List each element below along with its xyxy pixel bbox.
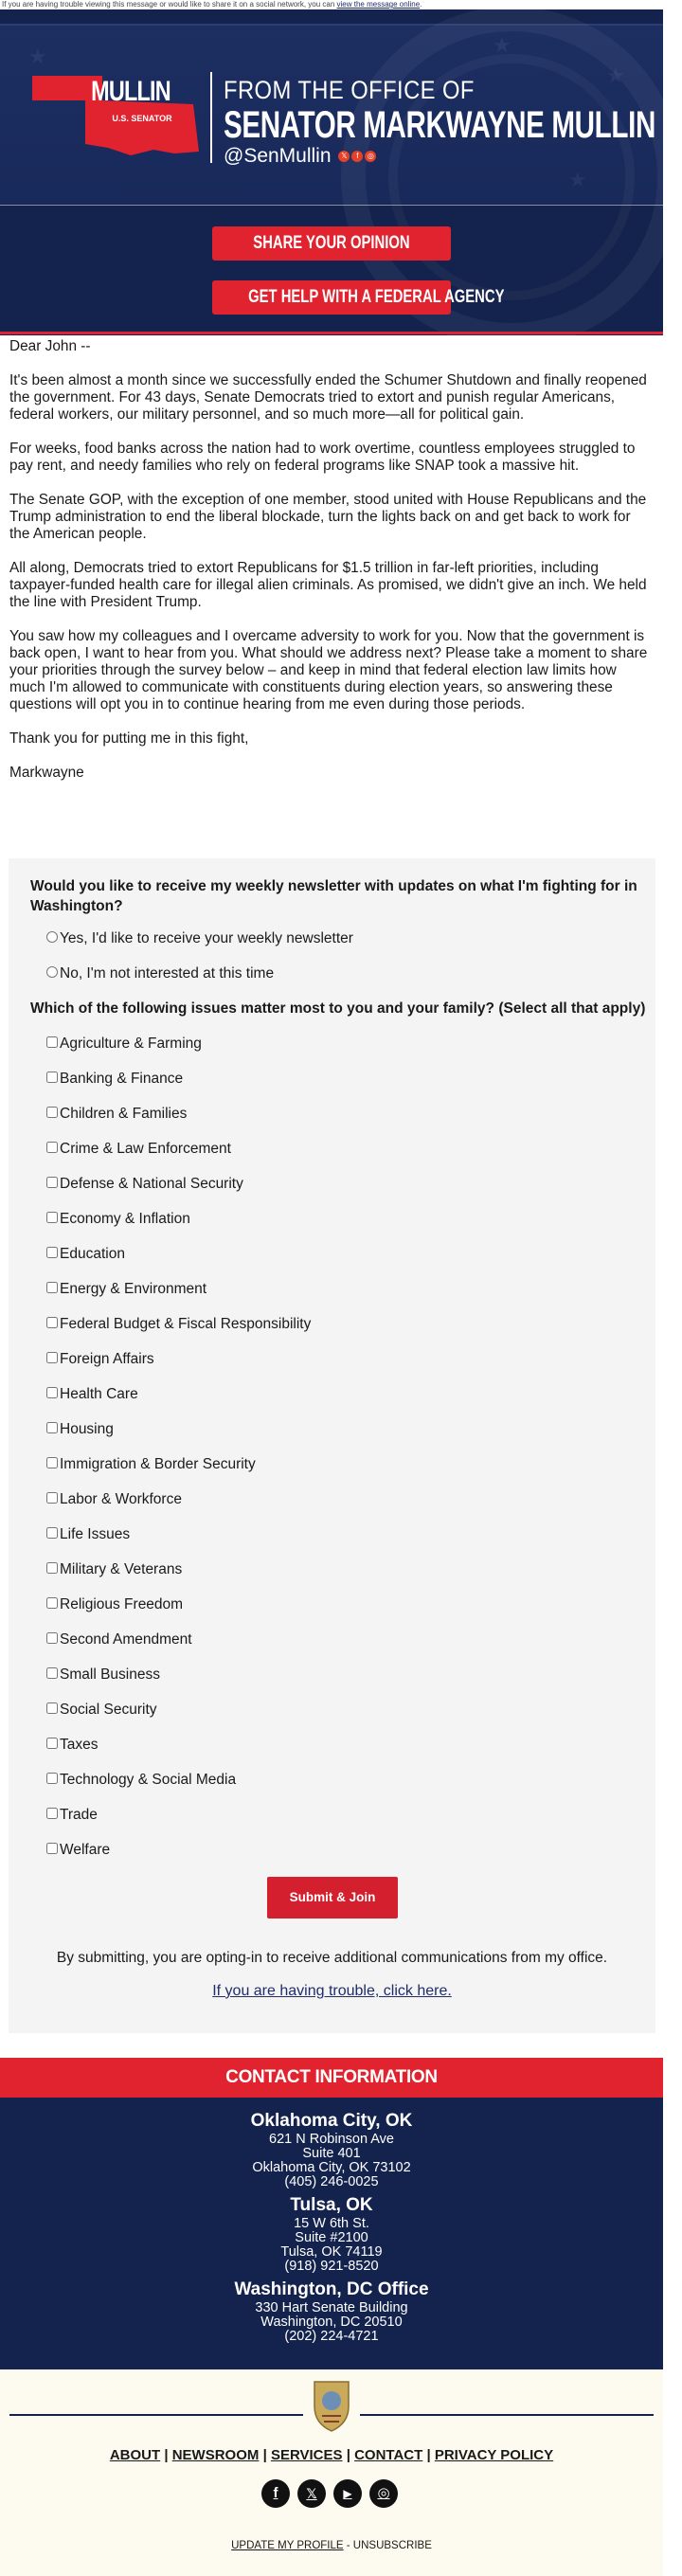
issue-option[interactable] <box>46 1525 130 1544</box>
issue-label: Trade <box>60 1807 98 1823</box>
office-address-line: 621 N Robinson Ave <box>269 2132 394 2147</box>
issue-label: Taxes <box>60 1737 99 1753</box>
share-opinion-button[interactable] <box>212 226 451 261</box>
issue-option[interactable] <box>46 1455 256 1474</box>
office-city: Tulsa, OK <box>290 2195 373 2215</box>
office-address-line: 15 W 6th St. <box>294 2216 369 2231</box>
link-separator: | <box>262 2447 267 2463</box>
issue-option[interactable] <box>46 1595 183 1614</box>
issue-label: Children & Families <box>60 1106 188 1122</box>
issue-option[interactable] <box>46 1350 154 1369</box>
trouble-link[interactable]: If you are having trouble, click here. <box>212 1983 452 1999</box>
office-phone: (405) 246-0025 <box>284 2174 379 2189</box>
x-icon[interactable]: 𝕏 <box>297 2479 326 2508</box>
issue-checkbox[interactable] <box>46 1808 58 1819</box>
issue-checkbox[interactable] <box>46 1702 58 1714</box>
issue-label: Immigration & Border Security <box>60 1456 256 1472</box>
issue-option[interactable] <box>46 1841 110 1860</box>
issue-label: Foreign Affairs <box>60 1351 154 1367</box>
issue-checkbox[interactable] <box>46 1212 58 1223</box>
issue-option[interactable] <box>46 1385 138 1404</box>
issue-label: Small Business <box>60 1666 160 1683</box>
issue-label: Banking & Finance <box>60 1071 184 1087</box>
issue-label: Labor & Workforce <box>60 1491 182 1507</box>
issue-label: Economy & Inflation <box>60 1211 190 1227</box>
newsletter-yes-radio[interactable] <box>46 931 58 943</box>
issue-label: Second Amendment <box>60 1631 192 1648</box>
issue-label: Crime & Law Enforcement <box>60 1141 231 1157</box>
header-red-stripe <box>0 332 663 334</box>
newsletter-yes-label: Yes, I'd like to receive your weekly newsletter <box>60 930 353 946</box>
letter-paragraph: Thank you for putting me in this fight, <box>9 730 249 747</box>
issue-checkbox[interactable] <box>46 1562 58 1574</box>
newsletter-yes-option[interactable] <box>46 929 353 948</box>
header-handle <box>224 145 376 168</box>
office-address-line: Washington, DC 20510 <box>260 2315 403 2330</box>
office-city: Oklahoma City, OK <box>250 2111 413 2131</box>
issue-option[interactable] <box>46 1771 236 1790</box>
issue-label: Defense & National Security <box>60 1176 243 1192</box>
footer-divider <box>9 2414 303 2416</box>
issue-label: Technology & Social Media <box>60 1772 237 1788</box>
header-banner <box>0 24 663 204</box>
issue-checkbox[interactable] <box>46 1352 58 1363</box>
services-link[interactable]: SERVICES <box>270 2447 343 2463</box>
link-separator: | <box>346 2447 350 2463</box>
header-office-line: FROM THE OFFICE OF <box>224 76 475 104</box>
unsubscribe-link[interactable]: UNSUBSCRIBE <box>352 2540 432 2551</box>
facebook-icon[interactable]: f <box>351 151 363 162</box>
link-separator: | <box>164 2447 169 2463</box>
issue-checkbox[interactable] <box>46 1282 58 1293</box>
update-profile-link[interactable]: UPDATE MY PROFILE <box>231 2540 344 2551</box>
contact-heading: CONTACT INFORMATION <box>0 2058 663 2098</box>
issue-checkbox[interactable] <box>46 1072 58 1083</box>
privacy-policy-link[interactable]: PRIVACY POLICY <box>434 2447 554 2463</box>
issue-checkbox[interactable] <box>46 1527 58 1539</box>
contact-info <box>0 2098 663 2369</box>
issue-option[interactable] <box>46 1630 192 1649</box>
opt-in-note: By submitting, you are opting-in to receive additional communications from my office. <box>56 1950 608 1966</box>
newsletter-question: Would you like to receive my weekly newsletter with updates on what I'm fighting for in Washington? <box>30 878 637 914</box>
issue-checkbox[interactable] <box>46 1177 58 1188</box>
issue-option[interactable] <box>46 1806 98 1825</box>
issue-label: Energy & Environment <box>60 1281 207 1297</box>
footer-divider <box>360 2414 654 2416</box>
office-city: Washington, DC Office <box>234 2279 429 2299</box>
issue-checkbox[interactable] <box>46 1492 58 1504</box>
office-address-line: Suite #2100 <box>295 2230 368 2245</box>
preheader <box>0 0 663 9</box>
footer-social-icons <box>261 2479 402 2510</box>
office-address-line: 330 Hart Senate Building <box>255 2300 408 2315</box>
issue-label: Federal Budget & Fiscal Responsibility <box>60 1316 312 1332</box>
office-phone: (918) 921-8520 <box>284 2259 379 2274</box>
newsletter-no-radio[interactable] <box>46 966 58 978</box>
issue-option[interactable] <box>46 1701 157 1720</box>
issue-checkbox[interactable] <box>46 1387 58 1398</box>
youtube-icon[interactable]: ▶ <box>333 2479 362 2508</box>
star-icon: ★ <box>606 63 625 87</box>
issue-label: Welfare <box>60 1842 111 1858</box>
issue-checkbox[interactable] <box>46 1142 58 1153</box>
logo-subtitle: U.S. SENATOR <box>112 114 172 123</box>
federal-agency-help-button[interactable] <box>212 280 505 315</box>
issue-option[interactable] <box>46 1315 311 1334</box>
footer-links <box>0 2447 663 2463</box>
facebook-icon[interactable]: f <box>261 2479 290 2508</box>
trouble-line <box>9 1982 655 2001</box>
issue-label: Education <box>60 1246 125 1262</box>
submit-join-button[interactable]: Submit & Join <box>267 1877 398 1918</box>
link-separator: | <box>426 2447 431 2463</box>
preheader-end: . <box>420 0 422 9</box>
star-icon: ★ <box>493 33 512 57</box>
instagram-icon[interactable]: ◎ <box>365 151 376 162</box>
letter-body <box>9 338 654 799</box>
letter-paragraph: All along, Democrats tried to extort Republicans for $1.5 trillion in far-left priorities, including taxpayer-funded health care for illegal alien criminals. As promised, we didn't give an inch. We held the line with President Trump. <box>9 560 647 610</box>
issue-checkbox[interactable] <box>46 1597 58 1609</box>
header-senator-name: SENATOR MARKWAYNE MULLIN <box>224 104 655 146</box>
issue-checkbox[interactable] <box>46 1773 58 1784</box>
issue-label: Health Care <box>60 1386 138 1402</box>
footer-bottom <box>0 2540 663 2551</box>
issue-option[interactable] <box>46 1035 202 1054</box>
issue-checkbox[interactable] <box>46 1247 58 1258</box>
issue-option[interactable] <box>46 1175 243 1194</box>
x-icon[interactable]: 𝕏 <box>338 151 350 162</box>
letter-paragraph: For weeks, food banks across the nation had to work overtime, countless employees struggled to pay rent, and needy families who rely on federal programs like SNAP took a massive hit. <box>9 441 636 474</box>
issue-option[interactable] <box>46 1666 160 1684</box>
issue-option[interactable] <box>46 1280 206 1299</box>
issue-checkbox[interactable] <box>46 1843 58 1854</box>
signoff: Markwayne <box>9 765 84 781</box>
star-icon: ★ <box>28 45 47 68</box>
header-separator <box>0 205 663 206</box>
email-header <box>0 9 663 335</box>
issue-option[interactable] <box>46 1070 183 1089</box>
about-link[interactable]: ABOUT <box>109 2447 161 2463</box>
issue-option[interactable] <box>46 1140 231 1159</box>
issue-checkbox[interactable] <box>46 1738 58 1749</box>
office-address-line: Suite 401 <box>302 2146 361 2161</box>
letter-paragraph: It's been almost a month since we successfully ended the Schumer Shutdown and finally reopened the government. For 43 days, Senate Democrats tried to extort and punish regular Americans, federal workers, our military personnel, and so much more—all for political gain. <box>9 372 647 423</box>
issue-label: Agriculture & Farming <box>60 1036 202 1052</box>
star-icon: ★ <box>568 168 587 191</box>
footer-bottom-sep: - <box>343 2540 353 2551</box>
letter-paragraph: The Senate GOP, with the exception of one member, stood united with House Republicans and the Trump administration to end the liberal blockade, turn the lights back on and get back to work for the American people. <box>9 492 647 542</box>
view-online-link[interactable]: view the message online <box>336 0 421 9</box>
issue-label: Military & Veterans <box>60 1561 183 1577</box>
issue-checkbox[interactable] <box>46 1457 58 1468</box>
issue-checkbox[interactable] <box>46 1422 58 1433</box>
issue-label: Religious Freedom <box>60 1596 184 1612</box>
office-phone: (202) 224-4721 <box>284 2329 379 2344</box>
letter-paragraph: You saw how my colleagues and I overcame adversity to work for you. Now that the government is back open, I want to hear from you. What should we address next? Please take a moment to share your priorities through the survey below – and keep in mind that federal election law limits how much I'm allowed to communicate with constituents during election years, so answering these questions will opt you in to continue hearing from me even during those periods. <box>9 628 648 712</box>
issue-label: Social Security <box>60 1702 157 1718</box>
issue-checkbox[interactable] <box>46 1317 58 1328</box>
issue-checkbox[interactable] <box>46 1667 58 1679</box>
newsletter-no-option[interactable] <box>46 964 274 983</box>
issue-checkbox[interactable] <box>46 1107 58 1118</box>
share-opinion-label: SHARE YOUR OPINION <box>253 233 410 253</box>
header-divider <box>210 72 212 163</box>
issues-question: Which of the following issues matter most to you and your family? (Select all that apply) <box>30 1000 646 1017</box>
issue-option[interactable] <box>46 1105 187 1124</box>
mullin-logo <box>32 72 199 159</box>
issue-option[interactable] <box>46 1420 114 1439</box>
issue-option[interactable] <box>46 1245 125 1264</box>
office-address-line: Oklahoma City, OK 73102 <box>252 2160 411 2175</box>
issue-label: Housing <box>60 1421 114 1437</box>
contact-link[interactable]: CONTACT <box>354 2447 423 2463</box>
survey-form <box>9 858 655 2033</box>
issue-option[interactable] <box>46 1210 190 1229</box>
issue-label: Life Issues <box>60 1526 131 1542</box>
issue-checkbox[interactable] <box>46 1632 58 1644</box>
newsletter-no-label: No, I'm not interested at this time <box>60 965 275 982</box>
issue-option[interactable] <box>46 1736 99 1755</box>
issue-checkbox[interactable] <box>46 1036 58 1048</box>
oklahoma-seal-icon <box>311 2378 352 2433</box>
office-address-line: Tulsa, OK 74119 <box>280 2244 383 2260</box>
federal-agency-label: GET HELP WITH A FEDERAL AGENCY <box>248 287 505 307</box>
greeting: Dear John -- <box>9 338 91 354</box>
preheader-text: If you are having trouble viewing this message or would like to share it on a social network, you can <box>2 0 337 9</box>
logo-name: MULLIN <box>91 76 170 107</box>
issue-option[interactable] <box>46 1490 182 1509</box>
issue-option[interactable] <box>46 1560 182 1579</box>
instagram-icon[interactable]: ◎ <box>369 2479 398 2508</box>
newsroom-link[interactable]: NEWSROOM <box>171 2447 260 2463</box>
social-handle: @SenMullin <box>224 145 332 167</box>
